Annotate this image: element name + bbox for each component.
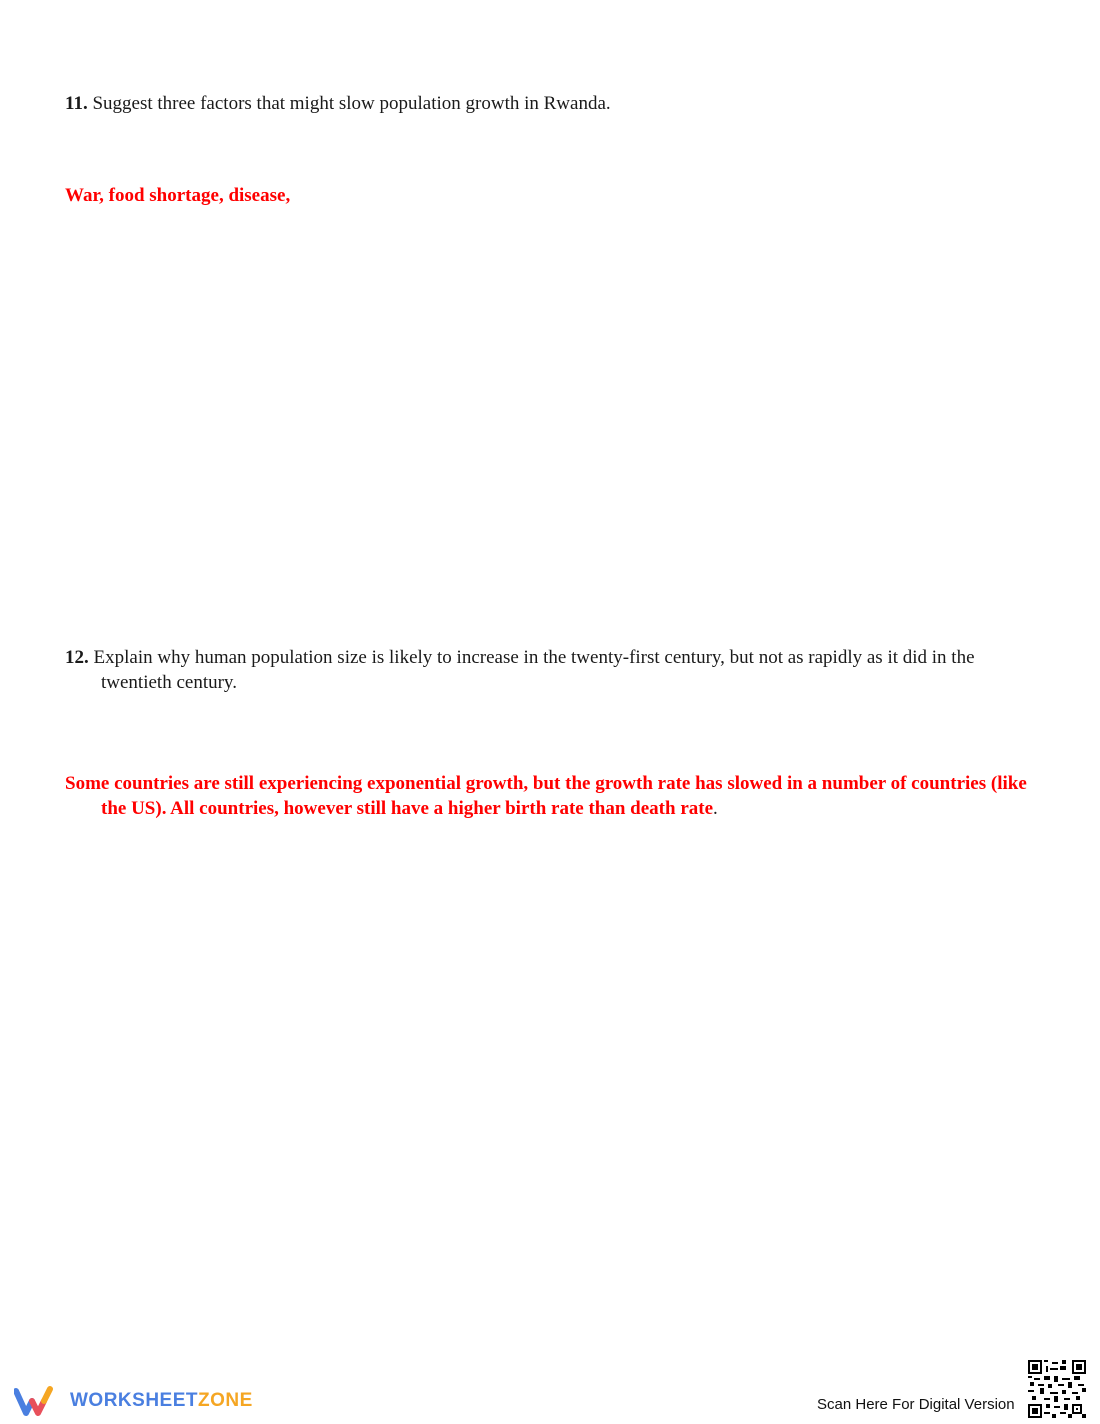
question-text: Suggest three factors that might slow population growth in Rwanda. xyxy=(92,93,611,114)
scan-label: Scan Here For Digital Version xyxy=(817,1396,1015,1413)
question-text: Explain why human population size is likely to increase in the twenty-first century, but not as rapidly as it did in the twentieth century. xyxy=(93,647,975,693)
answer-text: Some countries are still experiencing exponential growth, but the growth rate has slowed in a number of countries (like the US). All countries, however still have a higher birth rate than death rate xyxy=(65,773,1027,819)
answer-tail: . xyxy=(713,798,718,819)
answer-12 xyxy=(65,771,1040,821)
worksheetzone-logo-icon xyxy=(14,1385,60,1417)
question-12 xyxy=(65,645,1040,695)
brand-name: WORKSHEETZONE xyxy=(70,1390,253,1411)
qr-code-icon[interactable] xyxy=(1028,1360,1086,1418)
question-11 xyxy=(65,91,1040,116)
question-number: 11. xyxy=(65,93,88,114)
answer-11 xyxy=(65,183,1040,208)
worksheetzone-logo[interactable] xyxy=(14,1384,253,1418)
question-number: 12. xyxy=(65,647,89,668)
answer-text: War, food shortage, disease, xyxy=(65,185,291,206)
